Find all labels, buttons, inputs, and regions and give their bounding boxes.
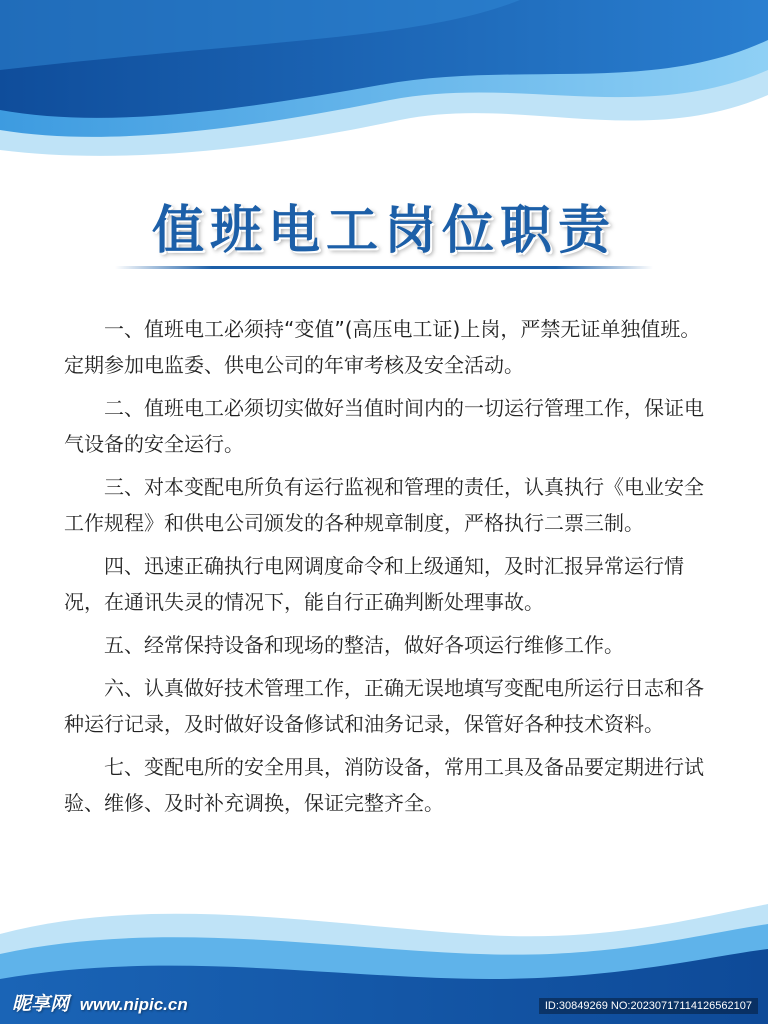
duty-item-2: 二、值班电工必须切实做好当值时间内的一切运行管理工作，保证电气设备的安全运行。 [64,396,704,456]
brand-name: 昵享网 [12,994,70,1015]
duty-item-3: 三、对本变配电所负有运行监视和管理的责任，认真执行《电业安全工作规程》和供电公司颁发的各种规章制度，严格执行二票三制。 [64,475,704,535]
duty-item-6: 六、认真做好技术管理工作，正确无误地填写变配电所运行日志和各种运行记录，及时做好设备修试和油务记录，保管好各种技术资料。 [64,676,704,736]
image-id-label: ID:30849269 NO:20230717114126562107 [539,998,758,1014]
duty-item-1: 一、值班电工必须持“变值”(高压电工证)上岗，严禁无证单独值班。定期参加电监委、供电公司的年审考核及安全活动。 [64,317,701,377]
duties-list [64,311,714,828]
watermark-brand [12,989,188,1016]
top-wave-decoration [0,0,768,180]
duty-item-5: 五、经常保持设备和现场的整洁，做好各项运行维修工作。 [104,633,624,657]
title-underline [115,266,653,269]
page-title: 值班电工岗位职责 [151,200,616,261]
duty-item-4: 四、迅速正确执行电网调度命令和上级通知，及时汇报异常运行情况，在通讯失灵的情况下，能自行正确判断处理事故。 [64,554,684,614]
duty-item-7: 七、变配电所的安全用具，消防设备，常用工具及备品要定期进行试验、维修、及时补充调换，保证完整齐全。 [64,755,704,815]
brand-url: www.nipic.cn [79,995,188,1014]
